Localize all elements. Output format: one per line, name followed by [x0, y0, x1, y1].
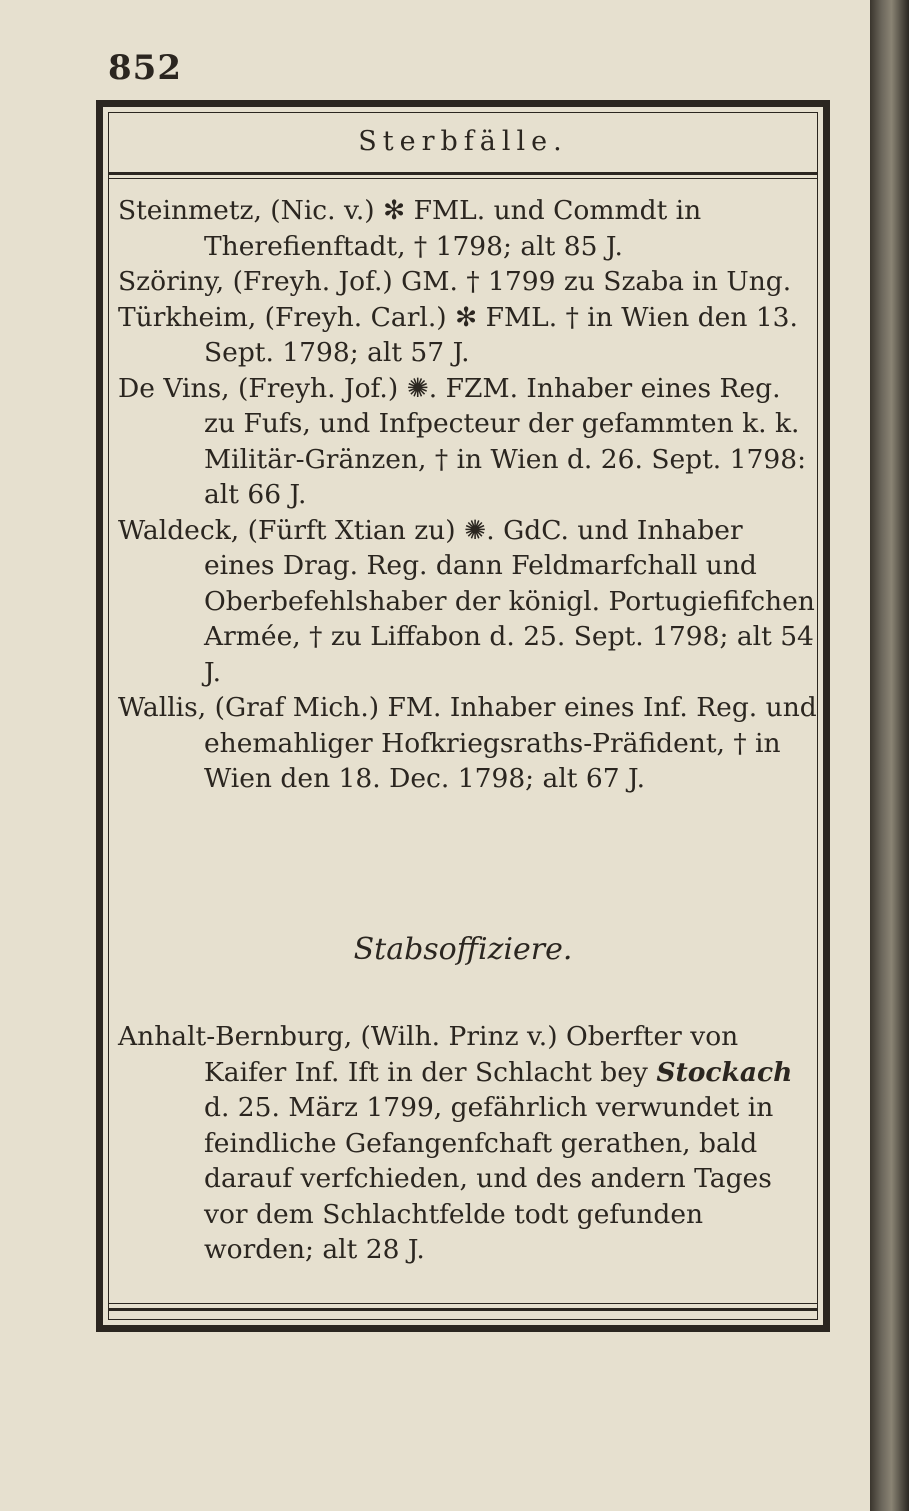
death-entry: Türkheim, (Freyh. Carl.) ✻ FML. † in Wien den 13. Sept. 1798; alt 57 J.	[118, 301, 798, 368]
death-entry: Waldeck, (Fürft Xtian zu) ✺. GdC. und Inhaber eines Drag. Reg. dann Feldmarfchall und Oberbefehlshaber der königl. Portugiefifchen Armée, † zu Liffabon d. 25. Sept. 1798; alt 54 J.	[118, 514, 815, 688]
death-entry: Steinmetz, (Nic. v.) ✻ FML. und Commdt in Therefienftadt, † 1798; alt 85 J.	[118, 195, 702, 262]
deaths-list	[118, 193, 818, 797]
death-entry: De Vins, (Freyh. Jof.) ✺. FZM. Inhaber eines Reg. zu Fufs, und Infpecteur der gefammten k. k. Militär-Gränzen, † in Wien d. 26. Sept. 1798: alt 66 J.	[118, 372, 806, 510]
book-spine	[870, 0, 909, 1511]
page-title: Sterbfälle.	[358, 126, 568, 157]
section-heading: Stabsoffiziere.	[353, 932, 573, 967]
page-number: 852	[108, 48, 182, 88]
death-entry: Wallis, (Graf Mich.) FM. Inhaber eines Inf. Reg. und ehemahliger Hofkriegsraths-Präfident, † in Wien den 18. Dec. 1798; alt 67 J.	[118, 692, 817, 794]
header-rule-thick	[108, 172, 818, 175]
footer-rule-thin	[108, 1303, 818, 1304]
death-entry: Szöriny, (Freyh. Jof.) GM. † 1799 zu Szaba in Ung.	[118, 266, 792, 297]
staff-officers-list	[118, 1019, 818, 1268]
staff-entry-text-after: d. 25. März 1799, gefährlich verwundet in feindliche Gefangenfchaft gerathen, bald darauf verfchieden, und des andern Tages vor dem Schlachtfelde todt gefunden worden; alt 28 J.	[204, 1092, 774, 1265]
staff-entry-text-before: Anhalt-Bernburg, (Wilh. Prinz v.) Oberfter von Kaifer Inf. Ift in der Schlacht bey	[118, 1021, 739, 1088]
header-rule-thin	[108, 178, 818, 179]
footer-rule-thick	[108, 1308, 818, 1311]
staff-entry	[118, 1019, 818, 1268]
battle-place: Stockach	[656, 1056, 793, 1088]
